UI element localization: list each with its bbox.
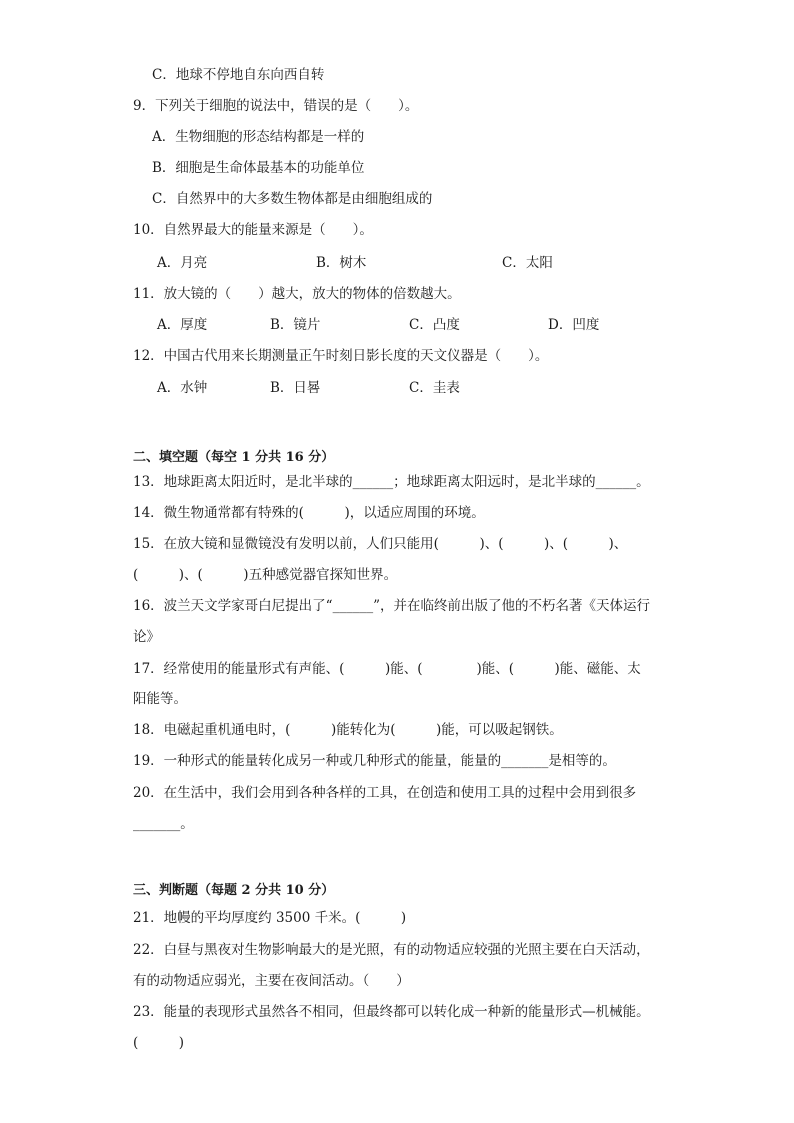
q10-option-c: C．太阳 xyxy=(502,255,553,271)
q21: 21．地幔的平均厚度约 3500 千米。( ) xyxy=(133,910,407,926)
q19: 19．一种形式的能量转化成另一种或几种形式的能量，能量的_______是相等的。 xyxy=(133,753,616,769)
q11-option-c: C．凸度 xyxy=(409,317,460,333)
q14: 14．微生物通常都有特殊的( )，以适应周围的环境。 xyxy=(133,505,485,521)
q11-option-d: D．凹度 xyxy=(548,317,600,333)
q23-line-1: 23．能量的表现形式虽然各不相同，但最终都可以转化成一种新的能量形式—机械能。 xyxy=(133,1004,650,1020)
q16-line-2: 论》 xyxy=(133,629,160,645)
q8-option-c: C．地球不停地自东向西自转 xyxy=(152,67,325,83)
section-2-title: 二、填空题（每空 1 分共 16 分） xyxy=(133,450,335,465)
q12-option-c: C．圭表 xyxy=(409,380,460,396)
q18: 18．电磁起重机通电时，( )能转化为( )能，可以吸起钢铁。 xyxy=(133,722,563,738)
q11-stem: 11．放大镜的（ ）越大，放大的物体的倍数越大。 xyxy=(133,286,461,302)
q15-line-1: 15．在放大镜和显微镜没有发明以前，人们只能用( )、( )、( )、 xyxy=(133,536,628,552)
q10-option-a: A．月亮 xyxy=(157,255,208,271)
q20-line-1: 20．在生活中，我们会用到各种各样的工具，在创造和使用工具的过程中会用到很多 xyxy=(133,785,637,801)
q22-line-2: 有的动物适应弱光，主要在夜间活动。（ ） xyxy=(133,973,410,989)
q17-line-2: 阳能等。 xyxy=(133,691,187,707)
q10-option-b: B．树木 xyxy=(316,255,367,271)
q9-option-a: A．生物细胞的形态结构都是一样的 xyxy=(152,129,365,145)
q17-line-1: 17．经常使用的能量形式有声能、( )能、( )能、( )能、磁能、太 xyxy=(133,661,641,677)
q12-option-a: A．水钟 xyxy=(157,380,208,396)
q11-option-b: B．镜片 xyxy=(270,317,321,333)
q10-stem: 10．自然界最大的能量来源是（ ）。 xyxy=(133,222,373,238)
q9-option-b: B．细胞是生命体最基本的功能单位 xyxy=(152,160,365,176)
q22-line-1: 22．白昼与黑夜对生物影响最大的是光照，有的动物适应较强的光照主要在白天活动， xyxy=(133,942,650,958)
q15-line-2: ( )、( )五种感觉器官探知世界。 xyxy=(133,567,398,583)
section-3-title: 三、判断题（每题 2 分共 10 分） xyxy=(133,883,335,898)
q12-stem: 12．中国古代用来长期测量正午时刻日影长度的天文仪器是（ ）。 xyxy=(133,348,549,364)
q23-line-2: ( ) xyxy=(133,1035,185,1051)
q16-line-1: 16．波兰天文学家哥白尼提出了“______”，并在临终前出版了他的不朽名著《天体运行 xyxy=(133,598,650,614)
q13: 13．地球距离太阳近时，是北半球的______；地球距离太阳远时，是北半球的______。 xyxy=(133,474,650,490)
q9-option-c: C．自然界中的大多数生物体都是由细胞组成的 xyxy=(152,191,433,207)
q20-line-2: _______。 xyxy=(133,816,194,832)
q9-stem: 9．下列关于细胞的说法中，错误的是（ ）。 xyxy=(133,98,419,114)
q12-option-b: B．日晷 xyxy=(270,380,321,396)
q11-option-a: A．厚度 xyxy=(157,317,208,333)
